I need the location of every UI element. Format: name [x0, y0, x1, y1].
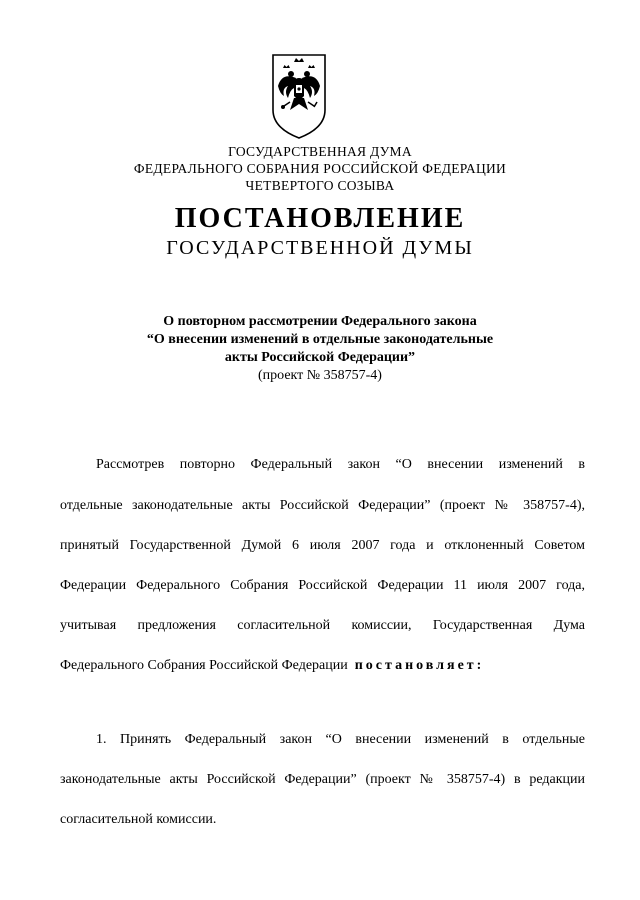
coat-of-arms-icon [270, 52, 328, 142]
body-line: Федерации Федерального Собрания Российской Федерации 11 июля 2007 года, [60, 578, 585, 593]
body-line-text: Федерального Собрания Российской Федерации [60, 658, 348, 673]
body-line: Рассмотрев повторно Федеральный закон “О внесении изменений в [96, 457, 585, 472]
document-title: ПОСТАНОВЛЕНИЕ [174, 203, 466, 234]
item-1-line: 1. Принять Федеральный закон “О внесении изменений в отдельные [96, 732, 585, 747]
subject-line-3: акты Российской Федерации” [224, 350, 416, 365]
body-line: учитывая предложения согласительной комиссии, Государственная Дума [60, 618, 585, 633]
document-subtitle: ГОСУДАРСТВЕННОЙ ДУМЫ [166, 237, 474, 259]
header-line-2: ФЕДЕРАЛЬНОГО СОБРАНИЯ РОССИЙСКОЙ ФЕДЕРАЦИИ [133, 161, 507, 176]
subject-line-2: “О внесении изменений в отдельные законодательные [146, 332, 494, 347]
item-1-line-last: согласительной комиссии. [60, 812, 217, 827]
body-line-last [60, 657, 585, 675]
header-line-1: ГОСУДАРСТВЕННАЯ ДУМА [228, 144, 412, 159]
subject-project-number: (проект № 358757-4) [258, 368, 382, 383]
subject-line-1: О повторном рассмотрении Федерального закона [163, 314, 477, 329]
resolution-verb: постановляет: [354, 658, 485, 673]
item-1-line: законодательные акты Российской Федерации” (проект № 358757-4) в редакции [60, 772, 585, 787]
body-line: отдельные законодательные акты Российской Федерации” (проект № 358757-4), [60, 498, 585, 513]
body-line: принятый Государственной Думой 6 июля 2007 года и отклоненный Советом [60, 538, 585, 553]
header-line-3: ЧЕТВЕРТОГО СОЗЫВА [245, 178, 395, 193]
